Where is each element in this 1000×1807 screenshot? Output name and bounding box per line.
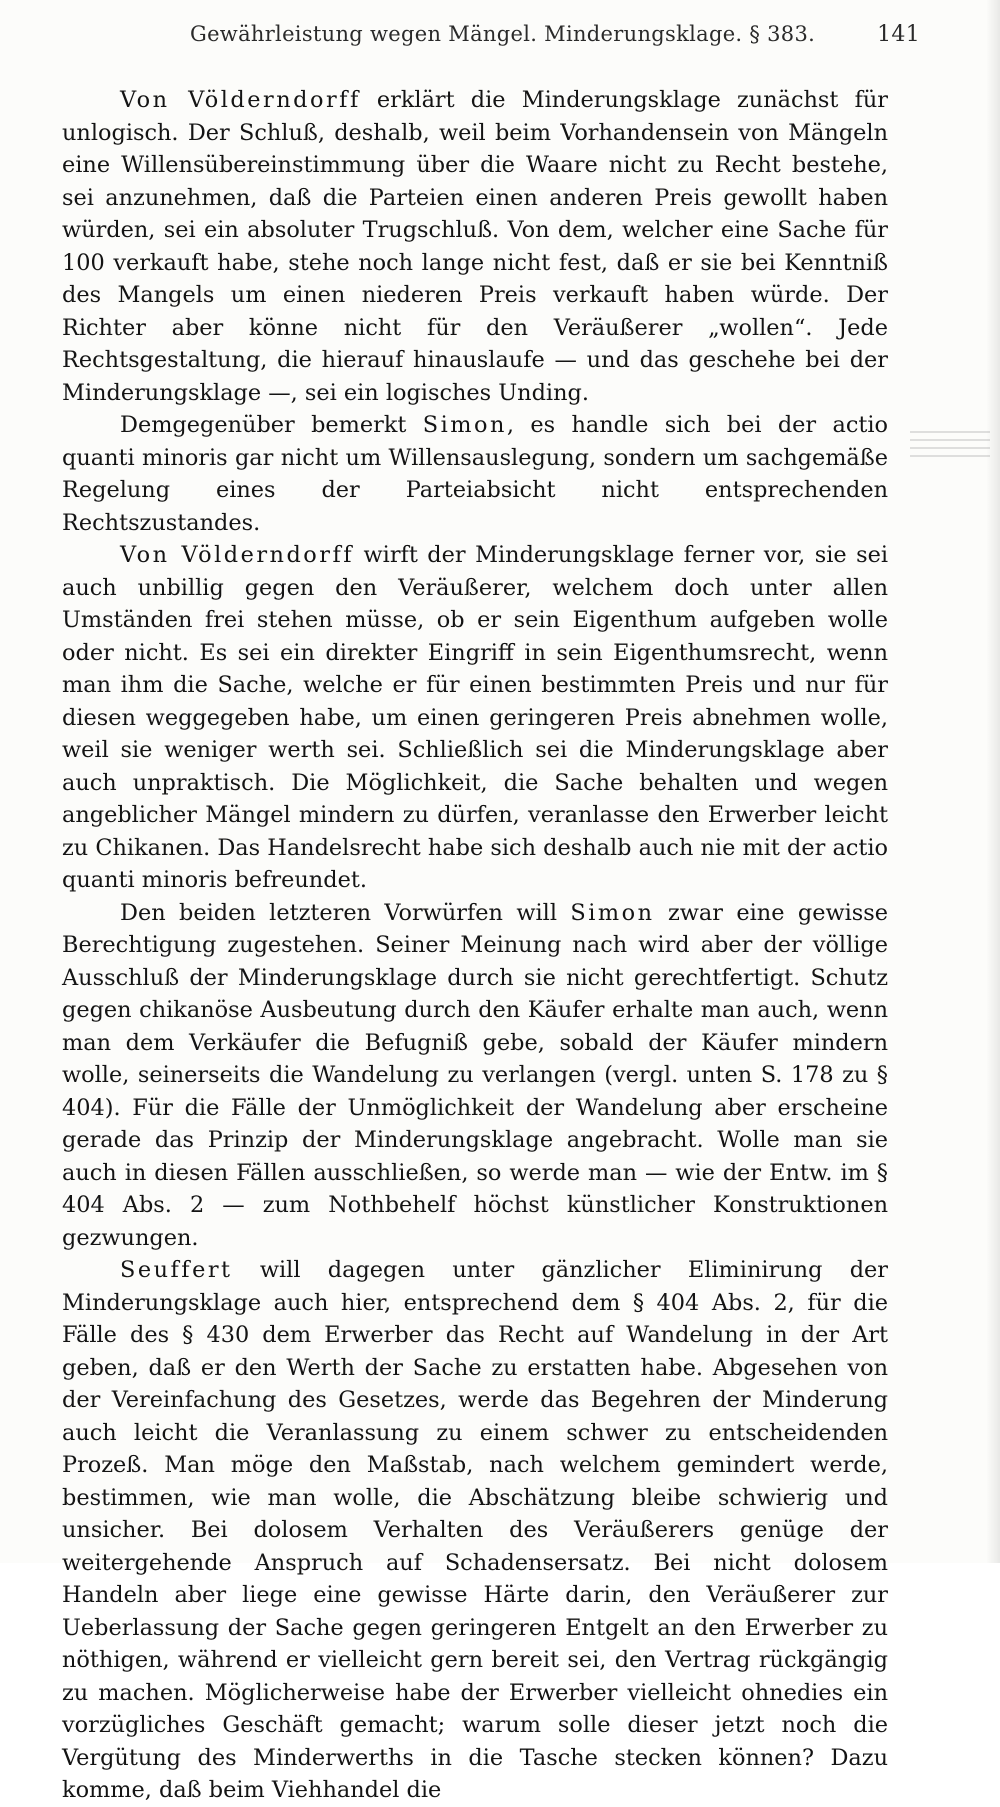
author-name: Von Völderndorff: [120, 87, 361, 113]
page-number: 141: [877, 22, 920, 47]
paragraph-lead: Demgegenüber bemerkt: [120, 412, 423, 438]
paragraph-text: , es handle sich bei der actio quanti minoris gar nicht um Willensauslegung, sondern um sachgemäße Regelung eines der Parteiabsicht nicht entsprechenden Rechtszustandes.: [62, 412, 888, 536]
paragraph-lead: Den beiden letzteren Vorwürfen will: [120, 899, 571, 926]
paragraph-5: [62, 1254, 888, 1807]
bleed-through-marks: [910, 425, 990, 495]
paragraph-text: wirft der Minderungsklage ferner vor, sie sei auch unbillig gegen den Veräußerer, welchem doch unter allen Umständen frei stehen müsse, ob er sein Eigenthum aufgeben wolle oder nicht. Es sei ein direkter Eingriff in sein Eigenthumsrecht, wenn man ihm die Sache, welche er für einen bestimmten Preis und nur für diesen weggegeben habe, um einen geringeren Preis abnehmen wolle, weil sie weniger werth sei. Schließlich sei die Minderungsklage aber auch unpraktisch. Die Möglichkeit, die Sache behalten und wegen angeblicher Mängel mindern zu dürfen, veranlasse den Erwerber leicht zu Chikanen. Das Handelsrecht habe sich deshalb auch nie mit der actio quanti minoris befreundet.: [62, 542, 888, 893]
author-name: Seuffert: [120, 1257, 233, 1283]
paragraph-3: [62, 539, 888, 897]
page-edge-shadow: [986, 0, 1000, 1563]
body-text: [62, 84, 888, 1807]
author-name: Simon: [422, 412, 507, 438]
paragraph-1: [62, 84, 888, 409]
author-name: Von Völderndorff: [120, 542, 355, 568]
paragraph-4: [62, 897, 888, 1255]
running-title: Gewährleistung wegen Mängel. Minderungsklage. § 383.: [190, 22, 816, 46]
paragraph-text: zwar eine gewisse Berechtigung zugestehen. Seiner Meinung nach wird aber der völlige Ausschluß der Minderungsklage durch sie nicht gerechtfertigt. Schutz gegen chikanöse Ausbeutung durch den Käufer erhalte man auch, wenn man dem Verkäufer die Befugniß gebe, sobald der Käufer mindern wolle, seinerseits die Wandelung zu verlangen (vergl. unten S. 178 zu § 404). Für die Fälle der Unmöglichkeit der Wandelung aber erscheine gerade das Prinzip der Minderungsklage angebracht. Wolle man sie auch in diesen Fällen ausschließen, so werde man — wie der Entw. im § 404 Abs. 2 — zum Nothbehelf höchst künstlicher Konstruktionen gezwungen.: [62, 899, 889, 1251]
author-name: Simon: [570, 899, 655, 926]
paragraph-2: [62, 409, 888, 539]
running-header: [60, 22, 920, 54]
paragraph-text: erklärt die Minderungsklage zunächst für unlogisch. Der Schluß, deshalb, weil beim Vorhandensein von Mängeln eine Willensübereinstimmung über die Waare nicht zu Recht bestehe, sei anzunehmen, daß die Parteien einen anderen Preis gewollt haben würden, sei ein absoluter Trugschluß. Von dem, welcher eine Sache für 100 verkauft habe, stehe noch lange nicht fest, daß er sie bei Kenntniß des Mangels um einen niederen Preis verkauft haben würde. Der Richter aber könne nicht für den Veräußerer „wollen“. Jede Rechtsgestaltung, die hierauf hinauslaufe — und das geschehe bei der Minderungsklage —, sei ein logisches Unding.: [62, 87, 888, 406]
paragraph-text: will dagegen unter gänzlicher Eliminirung der Minderungsklage auch hier, entsprechend dem § 404 Abs. 2, für die Fälle des § 430 dem Erwerber das Recht auf Wandelung in der Art geben, daß er den Werth der Sache zu erstatten habe. Abgesehen von der Vereinfachung des Gesetzes, werde das Begehren der Minderung auch leicht die Veranlassung zu einem schwer zu entscheidenden Prozeß. Man möge den Maßstab, nach welchem gemindert werde, bestimmen, wie man wolle, die Abschätzung bleibe schwierig und unsicher. Bei dolosem Verhalten des Veräußerers genüge der weitergehende Anspruch auf Schadensersatz. Bei nicht dolosem Handeln aber liege eine gewisse Härte darin, den Veräußerer zur Ueberlassung der Sache gegen geringeren Entgelt an den Erwerber zu nöthigen, während er vielleicht gern bereit sei, den Vertrag rückgängig zu machen. Möglicherweise habe der Erwerber vielleicht ohnedies ein vorzügliches Geschäft gemacht; warum solle dieser jetzt noch die Vergütung des Minderwerths in die Tasche stecken können? Dazu komme, daß beim Viehhandel die: [62, 1257, 888, 1803]
